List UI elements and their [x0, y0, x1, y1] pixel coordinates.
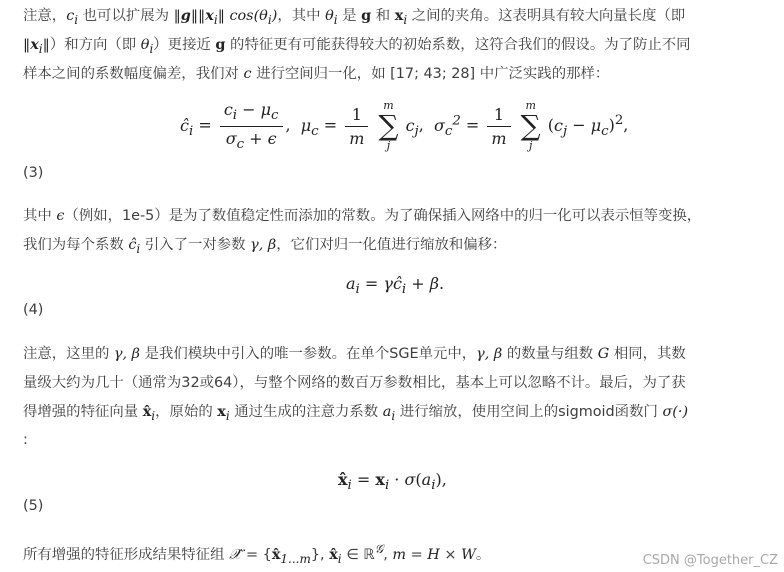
para2-line1: 其中 ϵ（例如，1e-5）是为了数值稳定性而添加的常数。为了确保插入网络中的归一化可以表示恒等变换，: [23, 208, 702, 224]
equation-5-number: (5): [23, 498, 44, 514]
equation-3-number: (3): [23, 165, 44, 181]
equation-3: $ĉ_i$ = $\frac{c_i - \mu_c}{\sigma_c + \epsilon}$ , $\mu_c$ = $\frac{1}{m}$ m ∑ j $c_j$, $\sigma_c^2$ = $\frac{1}{m}$ m ∑ j $(c_j - \mu_c)^2$,: [180, 99, 629, 152]
para1-line1: 注意，$c_i$ 也可以扩展为 $‖g‖‖x_i‖$ $\cos(\theta_i)$，其中 $\theta_i$ 是 g 和 $x_i$ 之间的夹角。这表明具有较大向量长度（即: [23, 7, 686, 27]
para3-line3: 得增强的特征向量 $x̂_i$，原始的 $x_i$ 通过生成的注意力系数 $a_i$ 进行缩放，使用空间上的sigmoid函数门 σ(·): [23, 403, 689, 423]
para1-line3: 样本之间的系数幅度偏差，我们对 c 进行空间归一化，如 [17; 43; 28] 中广泛实践的那样：: [23, 66, 610, 82]
para4-line1: 所有增强的特征形成结果特征组 𝒳̂ = $\{x̂_{1...m}\}$, $x̂_i$ ∈ ℝ$^𝒢$, m = H × W。: [23, 542, 491, 566]
csdn-watermark: CSDN @Together_CZ: [642, 553, 778, 568]
equation-4-number: (4): [23, 302, 44, 318]
equation-4: $a_i$ = $\gamma ĉ_i + \beta$.: [346, 274, 445, 298]
para2-line2: 我们为每个系数 $ĉ_i$ 引入了一对参数 γ, β，它们对归一化值进行缩放和偏移：: [23, 237, 507, 256]
para3-line4: :: [23, 432, 28, 448]
para1-line2: $‖x_i‖$）和方向（即 $\theta_i$）更接近 g 的特征更有可能获得较大的初始系数，这符合我们的假设。为了防止不同: [23, 36, 691, 56]
para3-line2: 量级大约为几十（通常为32或64），与整个网络的数百万参数相比，基本上可以忽略不计。最后，为了获: [23, 375, 686, 391]
para3-line1: 注意，这里的 γ, β 是我们模块中引入的唯一参数。在单个SGE单元中，γ, β 的数量与组数 G 相同，其数: [23, 346, 686, 362]
equation-5: $x̂_i = x_i \cdot \sigma(a_i)$,: [338, 470, 447, 494]
